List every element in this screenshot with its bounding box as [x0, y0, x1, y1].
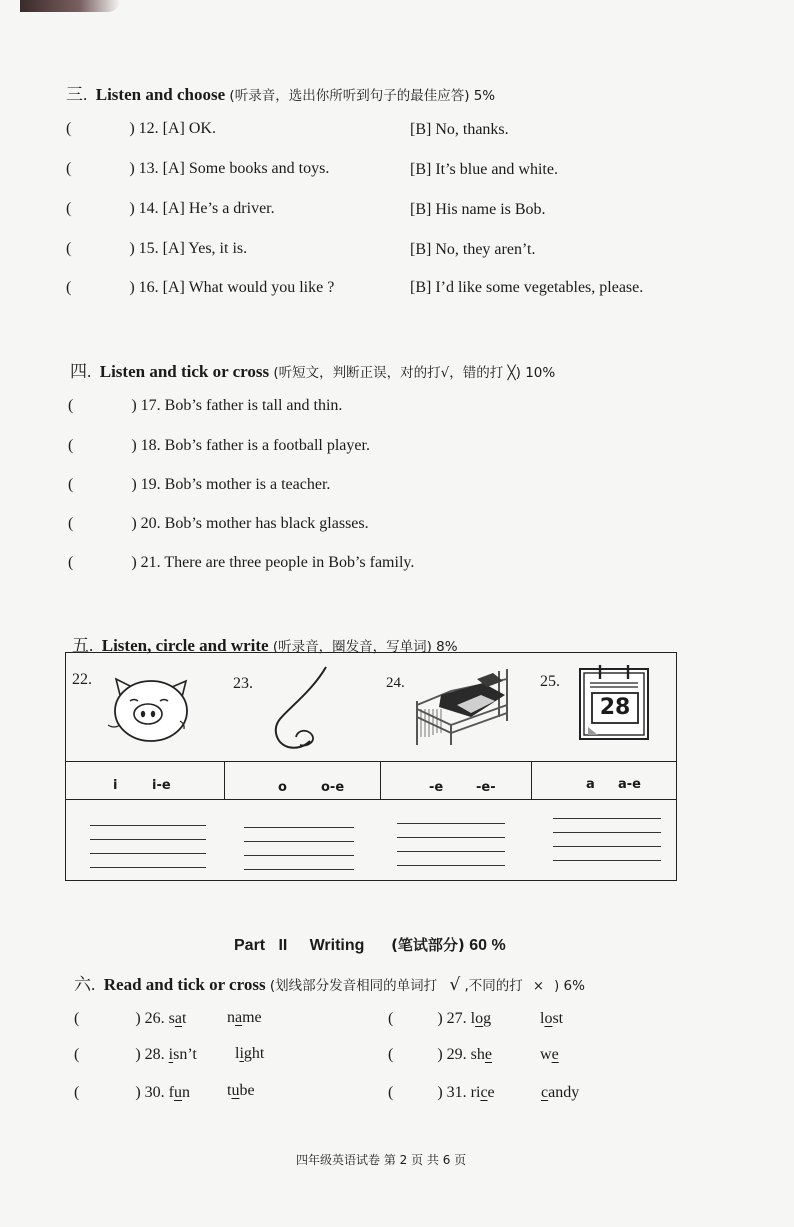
- cross-symbol: ×: [533, 979, 544, 994]
- statement: Bob’s father is a football player.: [164, 437, 370, 454]
- section5-number: 五.: [72, 636, 94, 655]
- question-number: 30.: [144, 1084, 165, 1101]
- section6-instruction2: ,不同的打: [464, 978, 523, 994]
- table-divider: [66, 799, 676, 800]
- phonics-option[interactable]: i-e: [152, 778, 171, 793]
- section6-title: Read and tick or cross: [103, 975, 266, 994]
- word-2: tube: [227, 1082, 255, 1099]
- pig-icon: [106, 667, 194, 747]
- question-number: 18.: [140, 437, 161, 454]
- word-1: rice: [470, 1084, 495, 1101]
- answer-blank[interactable]: (: [74, 1010, 80, 1027]
- writing-line[interactable]: [90, 867, 206, 868]
- answer-blank[interactable]: (: [388, 1084, 394, 1101]
- answer-blank[interactable]: (: [388, 1010, 394, 1027]
- part2-title: [234, 934, 506, 955]
- table-divider: [380, 761, 381, 800]
- section4-instruction: (听短文，判断正误，对的打√，错的打 ╳): [273, 365, 521, 381]
- word-1: fun: [168, 1084, 190, 1101]
- option-a: [A] Yes, it is.: [162, 240, 248, 257]
- part-label: Part: [234, 937, 266, 954]
- cell-number: 25.: [540, 673, 560, 690]
- table-divider: [66, 761, 676, 762]
- part-cn: (笔试部分): [391, 936, 465, 954]
- writing-line[interactable]: [244, 855, 354, 856]
- question-number: 26.: [144, 1010, 165, 1027]
- word-2: candy: [541, 1084, 580, 1101]
- list-item: ( ) 28. isn’t: [74, 1046, 197, 1063]
- list-item: ( ) 19. Bob’s mother is a teacher.: [68, 476, 331, 493]
- writing-line[interactable]: [397, 851, 505, 852]
- answer-blank[interactable]: (: [66, 279, 72, 296]
- writing-line[interactable]: [397, 837, 505, 838]
- writing-line[interactable]: [553, 846, 661, 847]
- question-number: 15.: [138, 240, 159, 257]
- section6-heading: [74, 970, 585, 995]
- option-b: [B] No, they aren’t.: [410, 241, 536, 258]
- statement: Bob’s mother is a teacher.: [164, 476, 331, 493]
- writing-line[interactable]: [397, 865, 505, 866]
- section3-heading: [66, 80, 495, 105]
- word-1: she: [470, 1046, 492, 1063]
- cell-number: 23.: [233, 675, 253, 692]
- question-number: 13.: [138, 160, 159, 177]
- section3-number: 三.: [66, 85, 88, 104]
- list-item: ( ) 27. log: [388, 1010, 492, 1027]
- writing-line[interactable]: [397, 823, 505, 824]
- answer-blank[interactable]: (: [68, 554, 74, 571]
- list-item: ( ) 20. Bob’s mother has black glasses.: [68, 515, 369, 532]
- answer-blank[interactable]: (: [74, 1046, 80, 1063]
- question-number: 17.: [140, 397, 161, 414]
- question-number: 28.: [144, 1046, 165, 1063]
- section4-number: 四.: [70, 362, 92, 381]
- writing-line[interactable]: [90, 853, 206, 854]
- option-a: [A] What would you like ?: [162, 279, 335, 296]
- writing-line[interactable]: [244, 827, 354, 828]
- section6-percent: 6%: [563, 978, 585, 994]
- phonics-option[interactable]: -e-: [476, 780, 496, 795]
- word-2: light: [235, 1045, 265, 1062]
- answer-blank[interactable]: (: [66, 200, 72, 217]
- answer-blank[interactable]: (: [66, 240, 72, 257]
- word-1: sat: [168, 1010, 187, 1027]
- option-a: [A] He’s a driver.: [162, 200, 275, 217]
- question-number: 19.: [140, 476, 161, 493]
- list-item: ( ) 17. Bob’s father is tall and thin.: [68, 397, 343, 414]
- table-divider: [531, 761, 532, 800]
- answer-blank[interactable]: (: [66, 160, 72, 177]
- question-number: 20.: [140, 515, 161, 532]
- question-number: 21.: [140, 554, 161, 571]
- section5-title: Listen, circle and write: [101, 636, 269, 655]
- writing-line[interactable]: [90, 825, 206, 826]
- part-percent: 60 %: [469, 937, 506, 954]
- section5-percent: 8%: [436, 639, 458, 655]
- list-item: ( ) 15. [A] Yes, it is.: [66, 240, 248, 257]
- writing-line[interactable]: [553, 832, 661, 833]
- question-number: 31.: [446, 1084, 467, 1101]
- statement: There are three people in Bob’s family.: [164, 554, 415, 571]
- phonics-option[interactable]: o-e: [321, 780, 345, 795]
- section3-percent: 5%: [473, 88, 496, 104]
- question-number: 27.: [446, 1010, 467, 1027]
- list-item: ( ) 30. fun: [74, 1084, 190, 1101]
- list-item: ( ) 29. she: [388, 1046, 492, 1063]
- option-b: [B] No, thanks.: [410, 121, 509, 138]
- part-roman: II: [278, 937, 288, 954]
- writing-line[interactable]: [90, 839, 206, 840]
- section6-number: 六.: [74, 975, 96, 994]
- question-number: 16.: [138, 279, 159, 296]
- answer-blank[interactable]: (: [68, 476, 74, 493]
- list-item: ( ) 21. There are three people in Bob’s family.: [68, 554, 415, 571]
- answer-blank[interactable]: (: [388, 1046, 394, 1063]
- nose-icon: [266, 663, 346, 753]
- list-item: ( ) 26. sat: [74, 1010, 187, 1027]
- section3-instruction: (听录音，选出你所听到句子的最佳应答): [229, 88, 470, 104]
- answer-blank[interactable]: (: [68, 397, 74, 414]
- answer-blank[interactable]: (: [68, 515, 74, 532]
- phonics-option[interactable]: i: [113, 778, 118, 793]
- option-b: [B] His name is Bob.: [410, 201, 546, 218]
- phonics-table: [65, 652, 677, 881]
- page-footer: 四年级英语试卷 第 2 页 共 6 页: [296, 1153, 467, 1167]
- statement: Bob’s father is tall and thin.: [164, 397, 343, 414]
- section4-percent: 10%: [525, 365, 556, 381]
- word-1: log: [470, 1010, 492, 1027]
- statement: Bob’s mother has black glasses.: [164, 515, 369, 532]
- writing-line[interactable]: [553, 860, 661, 861]
- section5-instruction: (听录音，圈发音，写单词): [272, 639, 432, 655]
- section4-heading: [70, 357, 555, 382]
- option-a: [A] Some books and toys.: [162, 160, 330, 177]
- phonics-option[interactable]: -e: [429, 780, 444, 795]
- calendar-day: 28: [599, 695, 631, 720]
- tick-symbol: √: [449, 975, 461, 995]
- list-item: ( ) 14. [A] He’s a driver.: [66, 200, 275, 217]
- question-number: 14.: [138, 200, 159, 217]
- phonics-option[interactable]: a-e: [618, 777, 641, 792]
- writing-line[interactable]: [244, 869, 354, 870]
- writing-line[interactable]: [244, 841, 354, 842]
- writing-line[interactable]: [553, 818, 661, 819]
- part-name: Writing: [309, 937, 365, 954]
- section4-title: Listen and tick or cross: [99, 362, 270, 381]
- section6-close: ): [554, 979, 560, 994]
- word-1: isn’t: [168, 1046, 197, 1063]
- word-2: name: [227, 1009, 262, 1026]
- list-item: ( ) 13. [A] Some books and toys.: [66, 160, 330, 177]
- answer-blank[interactable]: (: [68, 437, 74, 454]
- section6-instruction: (划线部分发音相同的单词打: [269, 978, 438, 994]
- list-item: ( ) 12. [A] OK.: [66, 120, 216, 137]
- phonics-option[interactable]: o: [278, 780, 287, 795]
- phonics-option[interactable]: a: [586, 777, 595, 792]
- option-b: [B] I’d like some vegetables, please.: [410, 279, 644, 296]
- answer-blank[interactable]: (: [66, 120, 72, 137]
- section3-title: Listen and choose: [95, 85, 226, 104]
- cell-number: 22.: [72, 671, 92, 688]
- question-number: 29.: [446, 1046, 467, 1063]
- question-number: 12.: [138, 120, 159, 137]
- list-item: ( ) 31. rice: [388, 1084, 495, 1101]
- list-item: ( ) 18. Bob’s father is a football player.: [68, 437, 370, 454]
- scan-shadow: [20, 0, 120, 12]
- calendar-icon: [578, 665, 650, 741]
- cell-number: 24.: [386, 675, 405, 691]
- option-b: [B] It’s blue and white.: [410, 161, 558, 178]
- table-divider: [224, 761, 225, 800]
- word-2: lost: [540, 1010, 564, 1027]
- answer-blank[interactable]: (: [74, 1084, 80, 1101]
- bed-icon: [411, 665, 517, 747]
- option-a: [A] OK.: [162, 120, 216, 137]
- list-item: ( ) 16. [A] What would you like ?: [66, 279, 335, 296]
- word-2: we: [540, 1046, 559, 1063]
